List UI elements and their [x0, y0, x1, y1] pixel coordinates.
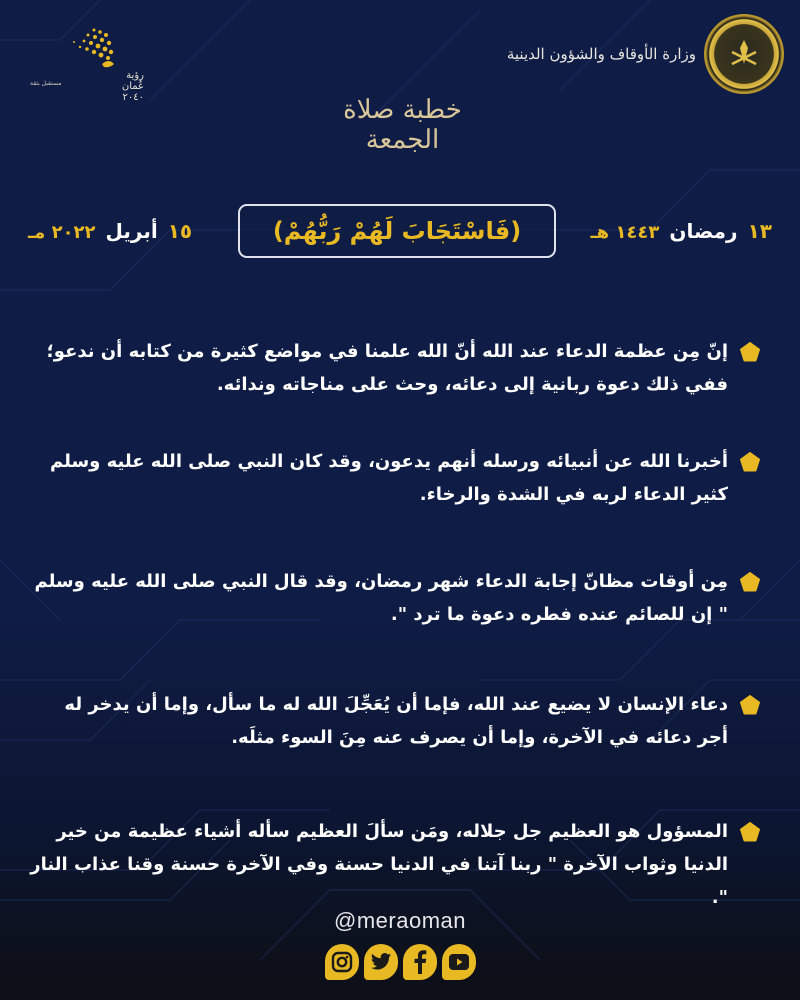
point-text: أخبرنا الله عن أنبيائه ورسله أنهم يدعون، وقد كان النبي صلى الله عليه وسلم كثير الدعاء لربه في الشدة والرخاء.: [50, 451, 728, 505]
hijri-day: ١٣: [747, 219, 772, 243]
pentagon-bullet-icon: [740, 695, 760, 715]
header: [0, 0, 800, 103]
pentagon-bullet-icon: [740, 342, 760, 362]
oman-emblem-icon: [704, 14, 784, 94]
list-item: [30, 815, 760, 914]
gregorian-date: [28, 219, 192, 243]
youtube-icon[interactable]: [442, 944, 476, 980]
pentagon-bullet-icon: [740, 452, 760, 472]
instagram-icon[interactable]: [325, 944, 359, 980]
list-item: [30, 688, 760, 754]
point-text: مِن أوقات مظانّ إجابة الدعاء شهر رمضان، وقد قال النبي صلى الله عليه وسلم " إن للصائم عنده فطره دعوة ما ترد ".: [34, 571, 728, 625]
facebook-icon[interactable]: [403, 944, 437, 980]
vision-logo-text: رؤية عُمان ٢٠٤٠: [121, 70, 144, 103]
social-links: [0, 944, 800, 980]
twitter-icon[interactable]: [364, 944, 398, 980]
list-item: [30, 335, 760, 401]
social-handle[interactable]: @meraoman: [334, 908, 466, 933]
verse-text: (فَاسْتَجَابَ لَهُمْ رَبُّهُمْ): [272, 217, 522, 245]
hijri-year: ١٤٤٣ هـ: [590, 222, 660, 243]
ministry-name: وزارة الأوقاف والشؤون الدينية: [506, 45, 696, 63]
calligraphy-line-1: خطبة صلاة: [343, 95, 462, 125]
pentagon-bullet-icon: [740, 572, 760, 592]
gregorian-day: ١٥: [167, 219, 193, 243]
point-text: إنّ مِن عظمة الدعاء عند الله أنّ الله علمنا في مواضع كثيرة من كتابه أن ندعو؛ ففي ذلك دعوة ربانية إلى دعائه، وحث على مناجاته وندائه.: [46, 341, 728, 395]
oman-vision-logo: [14, 22, 144, 103]
friday-sermon-calligraphy: [320, 95, 485, 195]
gregorian-month: أبريل: [105, 219, 158, 243]
ministry-branding: [507, 14, 784, 94]
vision-logo-subtext: مستقبل بثقة: [30, 80, 62, 87]
verse-title-box: [238, 204, 556, 258]
point-text: المسؤول هو العظيم جل جلاله، ومَن سألَ العظيم سأله أشياء عظيمة من خير الدنيا وثواب الآخرة " ربنا آتنا في الدنيا حسنة وفي الآخرة حسنة وقنا عذاب النار ".: [30, 821, 728, 908]
hijri-month: رمضان: [669, 219, 738, 243]
list-item: [30, 565, 760, 631]
gregorian-year: ٢٠٢٢ مـ: [28, 222, 96, 243]
pentagon-bullet-icon: [740, 822, 760, 842]
footer: [0, 908, 800, 980]
calligraphy-line-2: الجمعة: [365, 125, 440, 155]
hijri-date: [591, 219, 772, 243]
point-text: دعاء الإنسان لا يضيع عند الله، فإما أن يُعَجِّلَ الله له ما سأل، وإما أن يدخر له أجر دعائه في الآخرة، وإما أن يصرف عنه مِنَ السوء مثلَه.: [64, 694, 728, 748]
list-item: [30, 445, 760, 511]
